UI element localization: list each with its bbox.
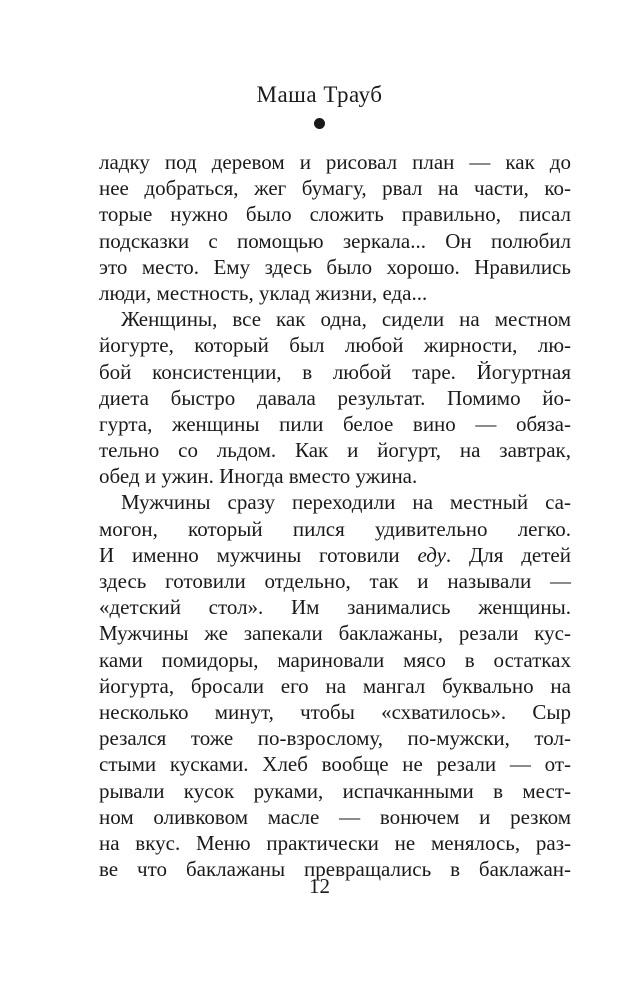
text-line: обед и ужин. Иногда вместо ужина.	[99, 464, 418, 489]
text-line: йогурта, бросали его на мангал буквально на	[99, 673, 571, 698]
text-line: стыми кусками. Хлеб вообще не резали — от-	[99, 752, 571, 777]
text-line: йогурте, который был любой жирности, лю-	[99, 333, 571, 358]
text-line: несколько минут, чтобы «схватилось». Сыр	[99, 699, 571, 724]
text-line: рывали кусок руками, испачканными в мест-	[99, 778, 571, 803]
text-line: здесь готовили отдельно, так и называли —	[99, 569, 571, 593]
text-line: Женщины, все как одна, сидели на местном	[121, 307, 571, 332]
text-line: могон, который пился удивительно легко.	[99, 516, 571, 541]
text-line: ве что баклажаны превращались в баклажан-	[99, 857, 571, 882]
text-fragment: И именно мужчины готовили	[99, 542, 418, 567]
header-bullet-ornament	[314, 118, 325, 129]
text-line: диета быстро давала результат. Помимо йо-	[99, 385, 571, 410]
text-line: ном оливковом масле — вонючем и резком	[99, 804, 571, 829]
text-line: ками помидоры, мариновали мясо в остатках	[99, 647, 571, 672]
running-head-author: Маша Трауб	[256, 82, 383, 107]
text-line: на вкус. Меню практически не менялось, раз-	[99, 830, 571, 855]
italic-word: еду	[417, 542, 446, 567]
text-line: нее добраться, жег бумагу, рвал на части, ко-	[99, 176, 571, 201]
text-line: тельно со льдом. Как и йогурт, на завтрак,	[99, 438, 571, 463]
page-number: 12	[309, 874, 330, 898]
text-line: Мужчины сразу переходили на местный са-	[121, 490, 571, 515]
text-line: ладку под деревом и рисовал план — как до	[99, 150, 571, 174]
text-line: это место. Ему здесь было хорошо. Нравились	[99, 254, 571, 279]
text-line: Мужчины же запекали баклажаны, резали кус-	[99, 621, 571, 646]
page-body	[99, 149, 571, 882]
text-line: резался тоже по-взрослому, по-мужски, тол-	[99, 726, 571, 751]
text-line: гурта, женщины пили белое вино — обяза-	[99, 411, 571, 436]
text-line-with-italic	[99, 542, 571, 568]
text-line: торые нужно было сложить правильно, писал	[99, 202, 571, 227]
text-line: бой консистенции, в любой таре. Йогуртная	[99, 359, 571, 384]
text-line: «детский стол». Им занимались женщины.	[99, 595, 571, 620]
text-line: люди, местность, уклад жизни, еда...	[99, 280, 428, 305]
text-fragment: . Для детей	[445, 542, 571, 567]
text-line: подсказки с помощью зеркала... Он полюбил	[99, 228, 571, 253]
